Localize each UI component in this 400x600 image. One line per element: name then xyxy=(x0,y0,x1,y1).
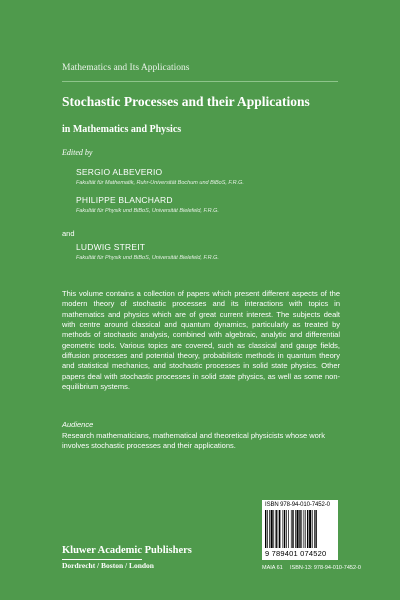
editor-affiliation: Fakultät für Physik und BiBoS, Universität Bielefeld, F.R.G. xyxy=(76,208,219,214)
barcode xyxy=(262,500,338,560)
barcode-digits: 9 789401 074520 xyxy=(265,549,327,558)
editor-name: PHILIPPE BLANCHARD xyxy=(76,195,173,205)
isbn-13: ISBN-13: 978-94-010-7452-0 xyxy=(290,565,361,571)
series-title: Mathematics and Its Applications xyxy=(62,63,190,73)
audience-description: Research mathematicians, mathematical and theoretical physicists whose work involves stochastic processes and their applications. xyxy=(62,431,326,451)
edited-by-label: Edited by xyxy=(62,148,93,157)
editor-affiliation: Fakultät für Mathematik, Ruhr-Universität Bochum und BiBoS, F.R.G. xyxy=(76,180,244,186)
editor-affiliation: Fakultät für Physik und BiBoS, Universität Bielefeld, F.R.G. xyxy=(76,255,219,261)
series-divider xyxy=(62,81,338,82)
publisher-cities: Dordrecht / Boston / London xyxy=(62,561,154,570)
editor-entry xyxy=(76,242,219,261)
editor-name: LUDWIG STREIT xyxy=(76,242,146,252)
publisher-divider xyxy=(62,559,142,560)
editor-name: SERGIO ALBEVERIO xyxy=(76,167,163,177)
book-subtitle: in Mathematics and Physics xyxy=(62,124,182,135)
barcode-isbn-label: ISBN 978-94-010-7452-0 xyxy=(265,502,330,508)
series-number: MAIA 61 xyxy=(262,565,283,571)
and-word: and xyxy=(62,229,75,238)
publisher-name: Kluwer Academic Publishers xyxy=(62,545,192,556)
editor-entry xyxy=(76,167,244,186)
barcode-bars xyxy=(265,510,335,548)
editor-entry xyxy=(76,195,219,214)
audience-heading: Audience xyxy=(62,420,94,429)
book-title: Stochastic Processes and their Applications xyxy=(62,94,310,109)
book-description: This volume contains a collection of papers which present different aspects of the modern theory of stochastic processes and its interactions with topics in mathematics and physics which are of great current interest. The subjects dealt with centre around classical and quantum dynamics, particularly as treated by methods of stochastic analysis, combined with algebraic, analytic and differential geometric tools. Various topics are covered, such as classical and gauge fields, diffusion processes and potential theory, probabilistic methods in quantum theory and statistical mechanics, and stochastic processes in solid state physics. Other papers deal with stochastic processes in solid state physics, as well as some non-equilibrium systems. xyxy=(62,289,340,392)
